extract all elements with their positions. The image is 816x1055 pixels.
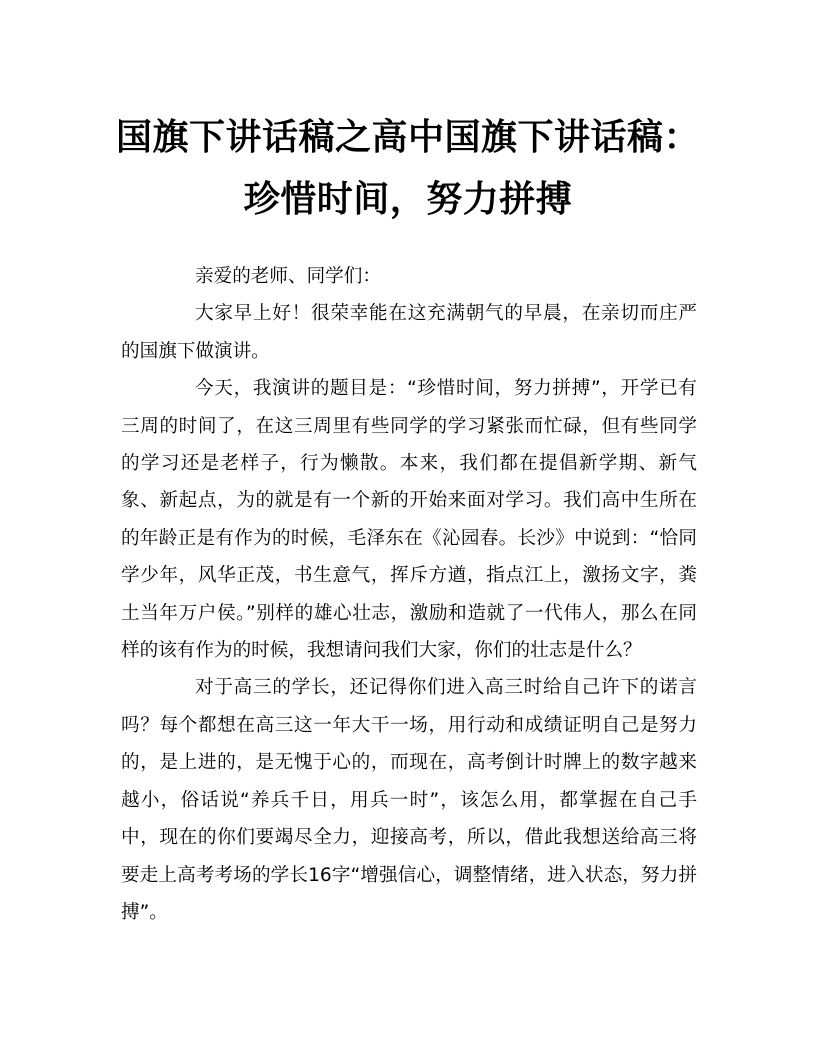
document-title: 国旗下讲话稿之高中国旗下讲话稿：珍惜时间，努力拼搏 xyxy=(115,116,700,220)
speech-topic-paragraph: 今天，我演讲的题目是：“珍惜时间，努力拼搏”，开学已有三周的时间了，在这三周里有些同学的学习紧张而忙碌，但有些同学的学习还是老样子，行为懒散。本来，我们都在提倡新学期、新气象、新起点，为的就是有一个新的开始来面对学习。我们高中生所在的年龄正是有作为的时候，毛泽东在《沁园春。长沙》中说到：“恰同学少年，风华正茂，书生意气，挥斥方遒，指点江上，激扬文字，粪土当年万户侯。”别样的雄心壮志，激励和造就了一代伟人，那么在同样的该有作为的时候，我想请问我们大家，你们的壮志是什么？ xyxy=(121,378,697,662)
senior-students-paragraph: 对于高三的学长，还记得你们进入高三时给自己许下的诺言吗？每个都想在高三这一年大干一场，用行动和成绩证明自己是努力的，是上进的，是无愧于心的，而现在，高考倒计时牌上的数字越来越小，俗话说“养兵千日，用兵一时”，该怎么用，都掌握在自己手中，现在的你们要竭尽全力，迎接高考，所以，借此我想送给高三将要走上高考考场的学长16字“增强信心，调整情绪，进入状态，努力拼搏”。 xyxy=(121,677,697,923)
greeting-paragraph: 大家早上好！很荣幸能在这充满朝气的早晨，在亲切而庄严的国旗下做演讲。 xyxy=(121,303,697,362)
salutation-paragraph: 亲爱的老师、同学们： xyxy=(195,266,381,287)
document-body xyxy=(121,258,697,931)
